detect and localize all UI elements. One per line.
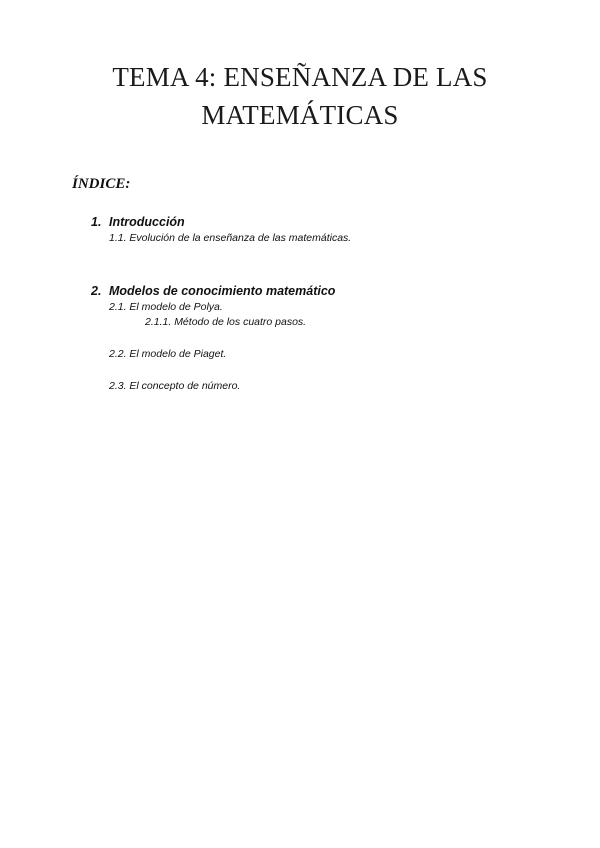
index-section-number: 1. xyxy=(91,215,102,229)
document-title-line-1: TEMA 4: ENSEÑANZA DE LAS xyxy=(112,62,488,92)
spacer xyxy=(91,330,335,347)
document-title-line-2: MATEMÁTICAS xyxy=(201,100,399,130)
spacer xyxy=(91,362,335,379)
index-subsection: 1.1. Evolución de la enseñanza de las matemáticas. xyxy=(109,232,352,244)
index-subsubsection: 2.1.1. Método de los cuatro pasos. xyxy=(145,316,307,328)
index-section-label: Modelos de conocimiento matemático xyxy=(109,284,336,298)
index-section-title xyxy=(91,214,351,231)
index-section-2 xyxy=(91,283,335,394)
index-heading: ÍNDICE: xyxy=(72,176,131,192)
index-subsection: 2.1. El modelo de Polya. xyxy=(109,301,223,313)
index-section-1 xyxy=(91,214,351,246)
index-subsection: 2.2. El modelo de Piaget. xyxy=(109,348,227,360)
document-title xyxy=(0,58,600,134)
index-section-number: 2. xyxy=(91,284,102,298)
index-section-title xyxy=(91,283,335,300)
index-subsection: 2.3. El concepto de número. xyxy=(109,380,241,392)
index-section-label: Introducción xyxy=(109,215,185,229)
